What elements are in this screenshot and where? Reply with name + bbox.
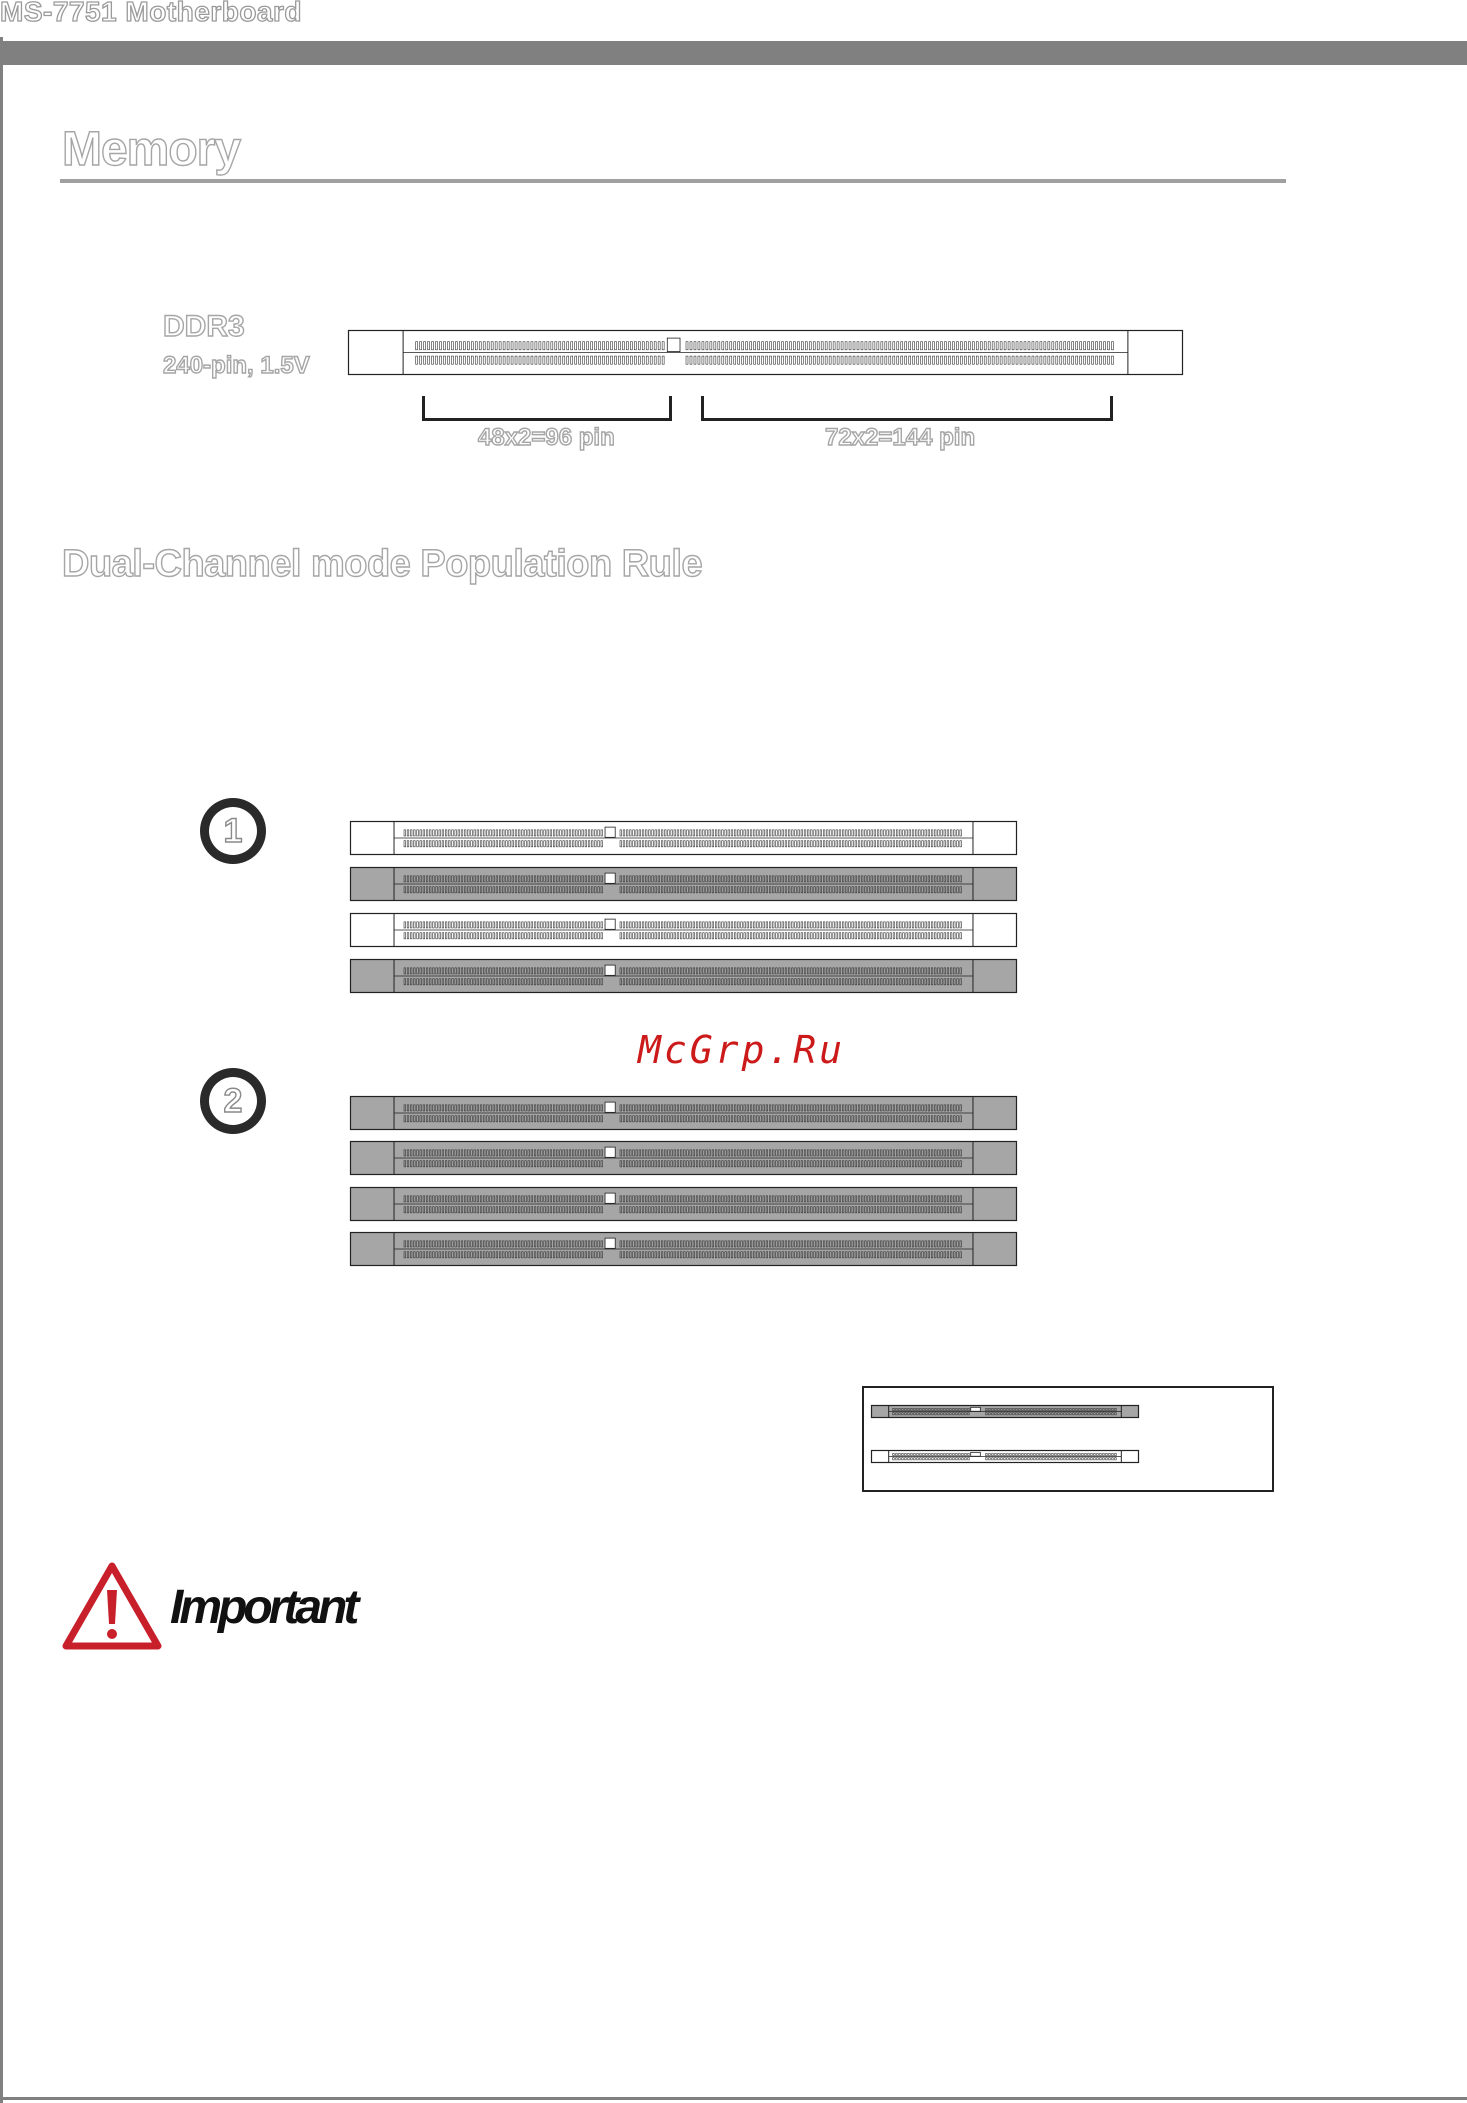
ddr-type-label: DDR3	[163, 310, 245, 343]
step-2-badge	[200, 1068, 266, 1134]
dual-channel-title: Dual-Channel mode Population Rule	[62, 543, 703, 585]
step1-slot-1	[350, 821, 1017, 855]
step-2-number: 2	[209, 1077, 257, 1125]
step1-slot-4	[350, 959, 1017, 993]
watermark: McGrp.Ru	[638, 1028, 846, 1072]
left-page-rule	[0, 37, 3, 2103]
slot-legend-box	[862, 1386, 1274, 1492]
header-model-title: MS-7751 Motherboard	[0, 0, 302, 27]
right-pin-bracket	[701, 396, 1113, 421]
step1-slot-2	[350, 867, 1017, 901]
legend-empty-slot	[871, 1450, 1139, 1463]
section-title: Memory	[62, 123, 241, 176]
right-pin-count-label: 72x2=144 pin	[825, 424, 976, 451]
header-bar	[0, 41, 1467, 65]
step2-slot-2	[350, 1141, 1017, 1175]
step2-slot-1	[350, 1096, 1017, 1130]
bottom-page-rule	[0, 2097, 1467, 2100]
legend-installed-slot	[871, 1405, 1139, 1418]
step2-slot-3	[350, 1187, 1017, 1221]
important-label: Important	[170, 1581, 356, 1634]
warning-triangle-icon	[60, 1560, 164, 1652]
step1-slot-3	[350, 913, 1017, 947]
left-pin-bracket	[422, 396, 672, 421]
left-pin-count-label: 48x2=96 pin	[478, 424, 615, 451]
ddr-spec-label: 240-pin, 1.5V	[163, 352, 310, 379]
step2-slot-4	[350, 1232, 1017, 1266]
step-1-number: 1	[209, 807, 257, 855]
step-1-badge	[200, 798, 266, 864]
section-title-rule	[60, 179, 1286, 183]
ddr3-slot-diagram	[348, 330, 1183, 375]
